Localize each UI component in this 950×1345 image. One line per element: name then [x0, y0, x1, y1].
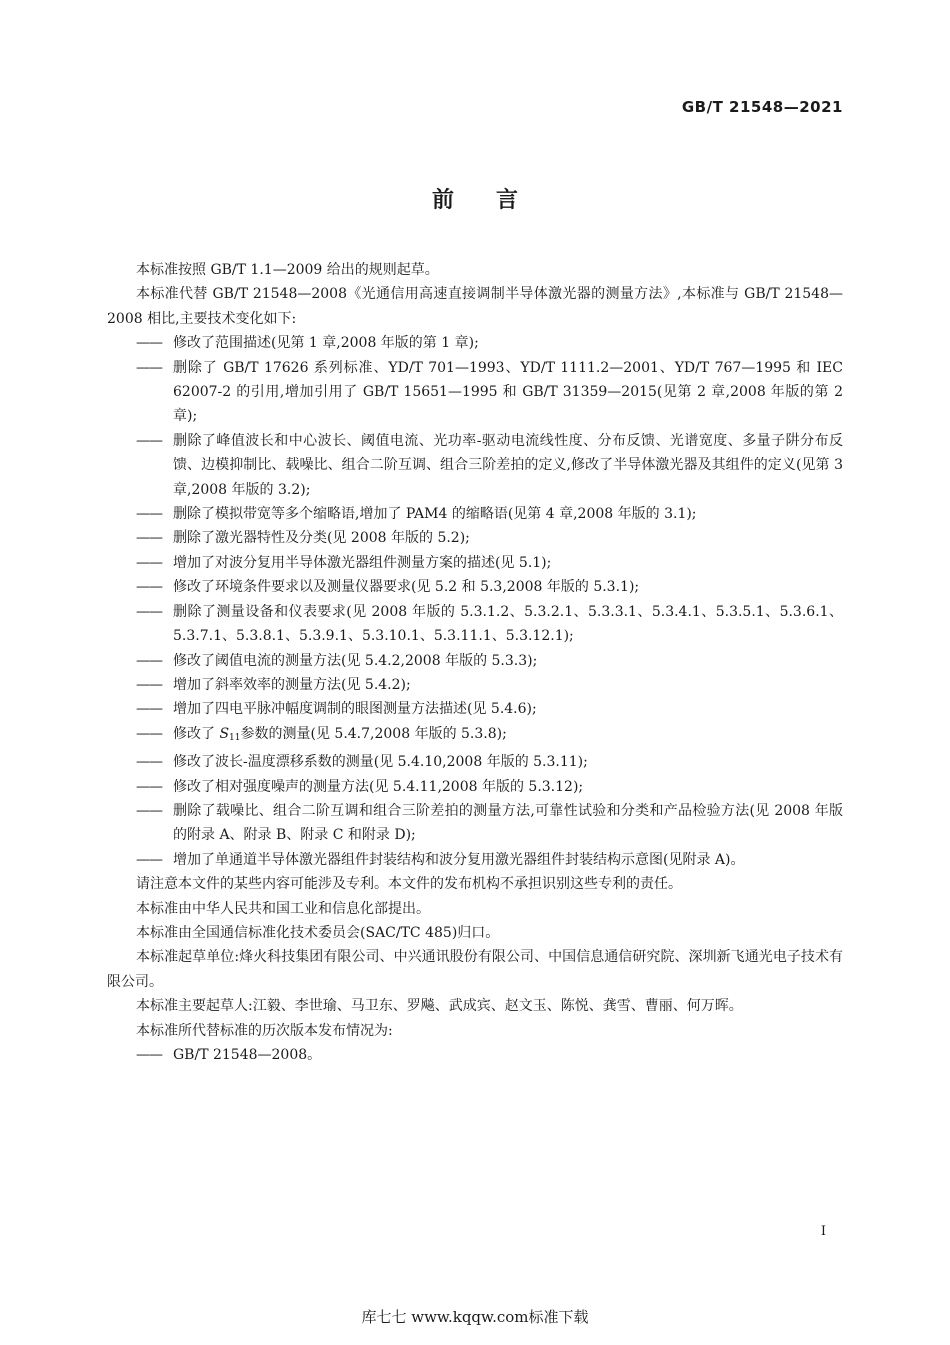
standard-number: GB/T 21548—2021: [681, 98, 843, 116]
page-title: 前言: [431, 188, 560, 213]
dash-marker: ——: [136, 1047, 162, 1063]
dash-marker: ——: [136, 851, 162, 868]
dash-marker: ——: [136, 432, 162, 449]
dash-marker: ——: [136, 359, 162, 376]
list-item-text: 删除了测量设备和仪表要求(见 2008 年版的 5.3.1.2、5.3.2.1、5.3.3.1、5.3.4.1、5.3.5.1、5.3.6.1、5.3.7.1、5.3.8.1、5.3.9.1、5.3.10.1、5.3.11.1、5.3.12.1);: [173, 603, 843, 645]
s11-suffix: 参数的测量(见 5.4.7,2008 年版的 5.3.8);: [240, 725, 507, 742]
history-item-text: GB/T 21548—2008。: [173, 1047, 322, 1063]
list-item-text: 删除了激光器特性及分类(见 2008 年版的 5.2);: [173, 530, 470, 547]
history-item: [107, 1043, 843, 1067]
paragraph: 本标准起草单位:烽火科技集团有限公司、中兴通讯股份有限公司、中国信息通信研究院、深圳新飞通光电子技术有限公司。: [107, 949, 843, 990]
list-item: [107, 848, 843, 872]
dash-marker: ——: [136, 676, 162, 693]
footer-watermark: 库七七 www.kqqw.com标准下载: [361, 1308, 589, 1326]
page-number: I: [820, 1224, 826, 1239]
list-item: [107, 551, 843, 575]
list-item-text: 增加了斜率效率的测量方法(见 5.4.2);: [173, 676, 411, 693]
list-item-text: 增加了单通道半导体激光器组件封装结构和波分复用激光器组件封装结构示意图(见附录 A)。: [173, 851, 745, 868]
list-item-text: 增加了四电平脉冲幅度调制的眼图测量方法描述(见 5.4.6);: [173, 701, 537, 718]
list-item: [107, 356, 843, 429]
list-item: [107, 575, 843, 599]
dash-marker: ——: [136, 506, 162, 523]
list-item: [107, 722, 843, 750]
list-item: [107, 429, 843, 502]
dash-marker: ——: [136, 652, 162, 669]
paragraph: 请注意本文件的某些内容可能涉及专利。本文件的发布机构不承担识别这些专利的责任。: [136, 876, 682, 893]
paragraph: 本标准代替 GB/T 21548—2008《光通信用高速直接调制半导体激光器的测量方法》,本标准与 GB/T 21548—2008 相比,主要技术变化如下:: [107, 286, 843, 327]
s11-symbol: S: [219, 725, 230, 742]
dash-marker: ——: [136, 754, 162, 771]
list-item-text: 删除了 GB/T 17626 系列标准、YD/T 701—1993、YD/T 1111.2—2001、YD/T 767—1995 和 IEC 62007-2 的引用,增加引用了 GB/T 15651—1995 和 GB/T 31359—2015(见第 2 章,2008 年版的第 2 章);: [173, 359, 843, 425]
list-item: [107, 799, 843, 848]
paragraph: 本标准按照 GB/T 1.1—2009 给出的规则起草。: [136, 262, 439, 278]
list-item: [107, 775, 843, 799]
list-item: [107, 673, 843, 697]
list-item-text: 修改了波长-温度漂移系数的测量(见 5.4.10,2008 年版的 5.3.11);: [173, 754, 588, 771]
dash-marker: ——: [136, 530, 162, 547]
list-item-text: 修改了环境条件要求以及测量仪器要求(见 5.2 和 5.3,2008 年版的 5.3.1);: [173, 579, 640, 596]
list-item: [107, 331, 843, 355]
dash-marker: ——: [136, 335, 162, 352]
list-item-text: 删除了模拟带宽等多个缩略语,增加了 PAM4 的缩略语(见第 4 章,2008 年版的 3.1);: [173, 506, 697, 523]
dash-marker: ——: [136, 603, 162, 620]
s11-subscript: 11: [229, 732, 241, 743]
list-item-text: 修改了阈值电流的测量方法(见 5.4.2,2008 年版的 5.3.3);: [173, 652, 538, 669]
paragraph: 本标准主要起草人:江毅、李世瑜、马卫东、罗飚、武成宾、赵文玉、陈悦、龚雪、曹丽、何万晖。: [136, 998, 743, 1015]
paragraph: 本标准所代替标准的历次版本发布情况为:: [136, 1022, 393, 1039]
list-item: [107, 600, 843, 649]
dash-marker: ——: [136, 778, 162, 795]
paragraph: 本标准由全国通信标准化技术委员会(SAC/TC 485)归口。: [136, 924, 500, 941]
list-item-text: 修改了相对强度噪声的测量方法(见 5.4.11,2008 年版的 5.3.12);: [173, 778, 584, 795]
dash-marker: ——: [136, 579, 162, 596]
list-item-text: 修改了范围描述(见第 1 章,2008 年版的第 1 章);: [173, 335, 479, 352]
dash-marker: ——: [136, 802, 162, 819]
list-item: [107, 502, 843, 526]
document-body: [107, 258, 843, 1067]
s11-prefix: 修改了: [173, 725, 220, 742]
paragraph: 本标准由中华人民共和国工业和信息化部提出。: [136, 900, 430, 917]
list-item: [107, 526, 843, 550]
dash-marker: ——: [136, 725, 162, 742]
dash-marker: ——: [136, 554, 162, 571]
list-item: [107, 750, 843, 774]
list-item-text: 删除了峰值波长和中心波长、阈值电流、光功率-驱动电流线性度、分布反馈、光谱宽度、多量子阱分布反馈、边模抑制比、载噪比、组合二阶互调、组合三阶差拍的定义,修改了半导体激光器及其组件的定义(见第 3 章,2008 年版的 3.2);: [173, 432, 843, 498]
dash-marker: ——: [136, 701, 162, 718]
list-item-text: 删除了载噪比、组合二阶互调和组合三阶差拍的测量方法,可靠性试验和分类和产品检验方法(见 2008 年版的附录 A、附录 B、附录 C 和附录 D);: [173, 802, 843, 844]
list-item: [107, 649, 843, 673]
list-item: [107, 697, 843, 721]
list-item-text: 增加了对波分复用半导体激光器组件测量方案的描述(见 5.1);: [173, 554, 552, 571]
